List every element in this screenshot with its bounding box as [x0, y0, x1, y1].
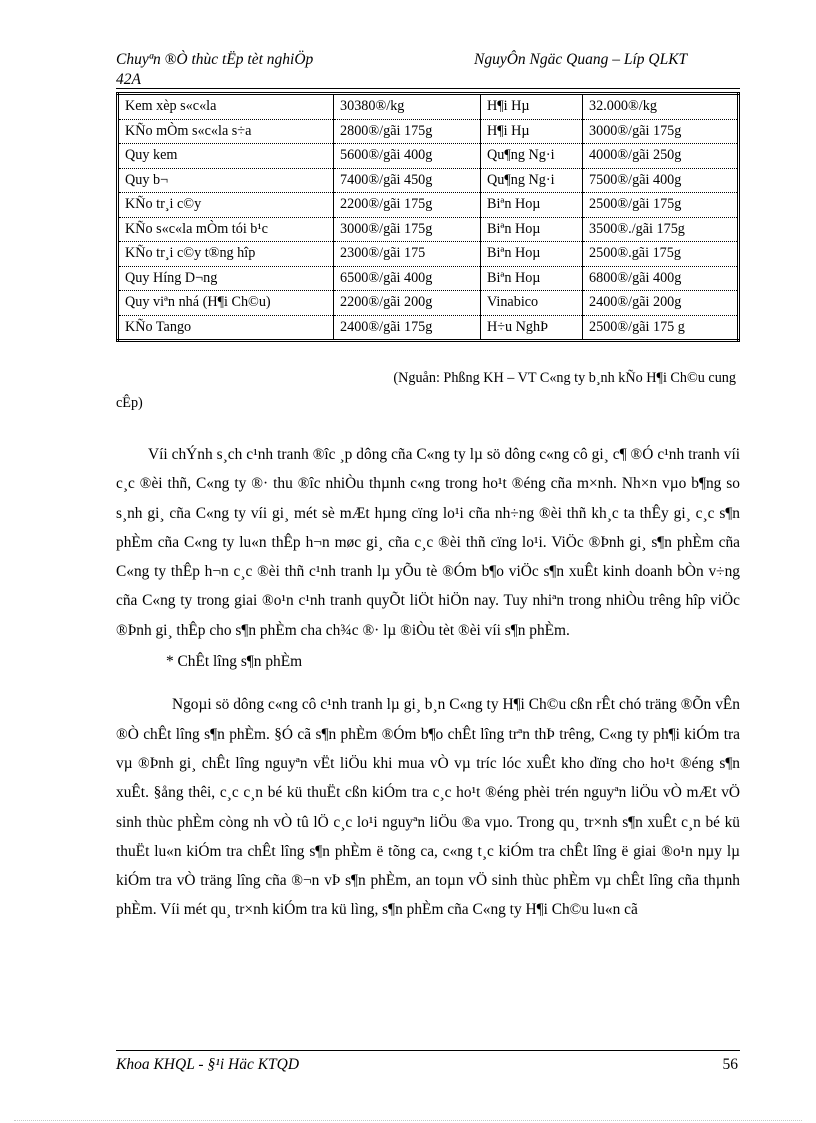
table-row	[118, 94, 739, 120]
competitor-price-cell: 2400®/gãi 200g	[583, 291, 739, 316]
table-row	[118, 242, 739, 267]
company-price-cell: 5600®/gãi 400g	[334, 144, 481, 169]
company-price-cell: 6500®/gãi 400g	[334, 266, 481, 291]
competitor-price-cell: 2500®/gãi 175g	[583, 193, 739, 218]
table-row	[118, 193, 739, 218]
product-name-cell: KÑo mÒm s«c«la s÷a	[118, 119, 334, 144]
competitor-name-cell: Vinabico	[481, 291, 583, 316]
table-row	[118, 144, 739, 169]
table-row	[118, 291, 739, 316]
footer-faculty: Khoa KHQL - §¹i Häc KTQD	[116, 1056, 300, 1073]
competitor-name-cell: H¶i Hµ	[481, 119, 583, 144]
company-price-cell: 7400®/gãi 450g	[334, 168, 481, 193]
competitor-price-cell: 3000®/gãi 175g	[583, 119, 739, 144]
product-name-cell: KÑo tr¸i c©y t®ng hîp	[118, 242, 334, 267]
paragraph-pricing: Víi chÝnh s¸ch c¹nh tranh ®îc ¸p dông cña C«ng ty lµ sö dông c«ng cô gi¸ c¶ ®Ó c¹nh tranh víi c¸c ®èi thñ, C«ng ty ®· thu ®îc nhiÒu thµnh c«ng trong ho¹t ®éng cña m×nh. Nh×n vµo b¶ng so s¸nh gi¸ cña C«ng ty víi gi¸ mét sè mÆt hµng cïng lo¹i cña nh÷ng ®èi thñ kh¸c ta thÊy gi¸ c¸c s¶n phÈm cña C«ng ty lu«n thÊp h¬n møc gi¸ cña c¸c ®èi thñ cïng lo¹i. ViÖc ®Þnh gi¸ s¶n phÈm cña C«ng ty thÊp h¬n c¸c ®èi thñ c¹nh tranh lµ yÕu tè ®Óm b¶o viÖc s¶n xuÊt kinh doanh bÒn v÷ng cña C«ng ty trong giai ®o¹n c¹nh tranh quyÕt liÖt hiÖn nay. Tuy nhiªn trong nhiÒu trêng hîp viÖc ®Þnh gi¸ thÊp cho s¶n phÈm cha ch¾c ®· lµ ®iÒu tèt ®èi víi s¶n phÈm.	[116, 446, 740, 639]
product-name-cell: Quy viªn nhá (H¶i Ch©u)	[118, 291, 334, 316]
product-name-cell: Kem xèp s«c«la	[118, 94, 334, 120]
competitor-name-cell: Biªn Hoµ	[481, 217, 583, 242]
competitor-name-cell: Biªn Hoµ	[481, 242, 583, 267]
competitor-price-cell: 4000®/gãi 250g	[583, 144, 739, 169]
product-name-cell: KÑo tr¸i c©y	[118, 193, 334, 218]
body-text	[116, 440, 740, 925]
page-number: 56	[722, 1056, 738, 1073]
company-price-cell: 30380®/kg	[334, 94, 481, 120]
competitor-price-cell: 2500®.gãi 175g	[583, 242, 739, 267]
footer-divider	[116, 1050, 740, 1051]
company-price-cell: 2400®/gãi 175g	[334, 315, 481, 341]
company-price-cell: 2200®/gãi 200g	[334, 291, 481, 316]
competitor-name-cell: Biªn Hoµ	[481, 266, 583, 291]
competitor-name-cell: Qu¶ng Ng·i	[481, 168, 583, 193]
competitor-price-cell: 6800®/gãi 400g	[583, 266, 739, 291]
company-price-cell: 3000®/gãi 175g	[334, 217, 481, 242]
company-price-cell: 2300®/gãi 175	[334, 242, 481, 267]
page-edge-divider	[14, 1120, 802, 1121]
table-row	[118, 315, 739, 341]
competitor-name-cell: Biªn Hoµ	[481, 193, 583, 218]
product-name-cell: Quy kem	[118, 144, 334, 169]
table-row	[118, 217, 739, 242]
header-left	[116, 50, 416, 90]
product-name-cell: KÑo Tango	[118, 315, 334, 341]
company-price-cell: 2800®/gãi 175g	[334, 119, 481, 144]
header-right: NguyÔn Ngäc Quang – Líp QLKT	[474, 51, 688, 68]
competitor-name-cell: Qu¶ng Ng·i	[481, 144, 583, 169]
table-row	[118, 119, 739, 144]
product-name-cell: KÑo s«c«la mÒm tói b¹c	[118, 217, 334, 242]
product-name-cell: Quy Híng D¬ng	[118, 266, 334, 291]
table-row	[118, 266, 739, 291]
competitor-price-cell: 2500®/gãi 175 g	[583, 315, 739, 341]
table-row	[118, 168, 739, 193]
competitor-price-cell: 32.000®/kg	[583, 94, 739, 120]
header-divider	[116, 88, 740, 89]
section-subheading-quality: * ChÊt lîng s¶n phÈm	[166, 653, 303, 671]
competitor-name-cell: H÷u NghÞ	[481, 315, 583, 341]
competitor-name-cell: H¶i Hµ	[481, 94, 583, 120]
source-note-line1: (Nguån: Phßng KH – VT C«ng ty b¸nh kÑo H¶i Ch©u cung	[393, 370, 736, 386]
competitor-price-cell: 3500®./gãi 175g	[583, 217, 739, 242]
paragraph-quality: Ngoµi sö dông c«ng cô c¹nh tranh lµ gi¸ b¸n C«ng ty H¶i Ch©u cßn rÊt chó träng ®Õn vÊn ®Ò chÊt lîng s¶n phÈm. §Ó cã s¶n phÈm ®Óm b¶o chÊt lîng trªn thÞ trêng, C«ng ty ph¶i kiÓm tra vµ ®Þnh gi¸ chÊt lîng nguyªn vËt liÖu khi mua vÒ vµ tríc lóc xuÊt kho dïng cho ho¹t ®éng s¶n xuÊt. §ång thêi, c¸c c¸n bé kü thuËt cßn kiÓm tra c¸c ho¹t ®éng phèi trén nguyªn liÖu vÒ mÆt vÖ sinh thùc phÈm còng nh vÒ tû lÖ c¸c lo¹i nguyªn liÖu ®a vµo. Trong qu¸ tr×nh s¶n xuÊt c¸n bé kü thuËt lu«n kiÓm tra chÊt lîng s¶n phÈm ë tõng ca, c«ng t¸c kiÓm tra chÊt lîng ë giai ®o¹n nµy lµ kiÓm tra vÒ träng lîng cña ®¬n vÞ s¶n phÈm, an toµn vÖ sinh thùc phÈm vµ chÊt lîng cña thµnh phÈm. Víi mét qu¸ tr×nh kiÓm tra kü lìng, s¶n phÈm cña C«ng ty H¶i Ch©u lu«n cã	[116, 696, 740, 919]
source-note-line2: cÊp)	[116, 395, 143, 411]
competitor-price-cell: 7500®/gãi 400g	[583, 168, 739, 193]
price-comparison-table	[116, 92, 740, 342]
header-left-line2: 42A	[116, 71, 141, 88]
header-left-line1: Chuyªn ®Ò thùc tËp tèt nghiÖp	[116, 51, 314, 68]
product-name-cell: Quy b¬	[118, 168, 334, 193]
source-note	[116, 366, 736, 416]
company-price-cell: 2200®/gãi 175g	[334, 193, 481, 218]
